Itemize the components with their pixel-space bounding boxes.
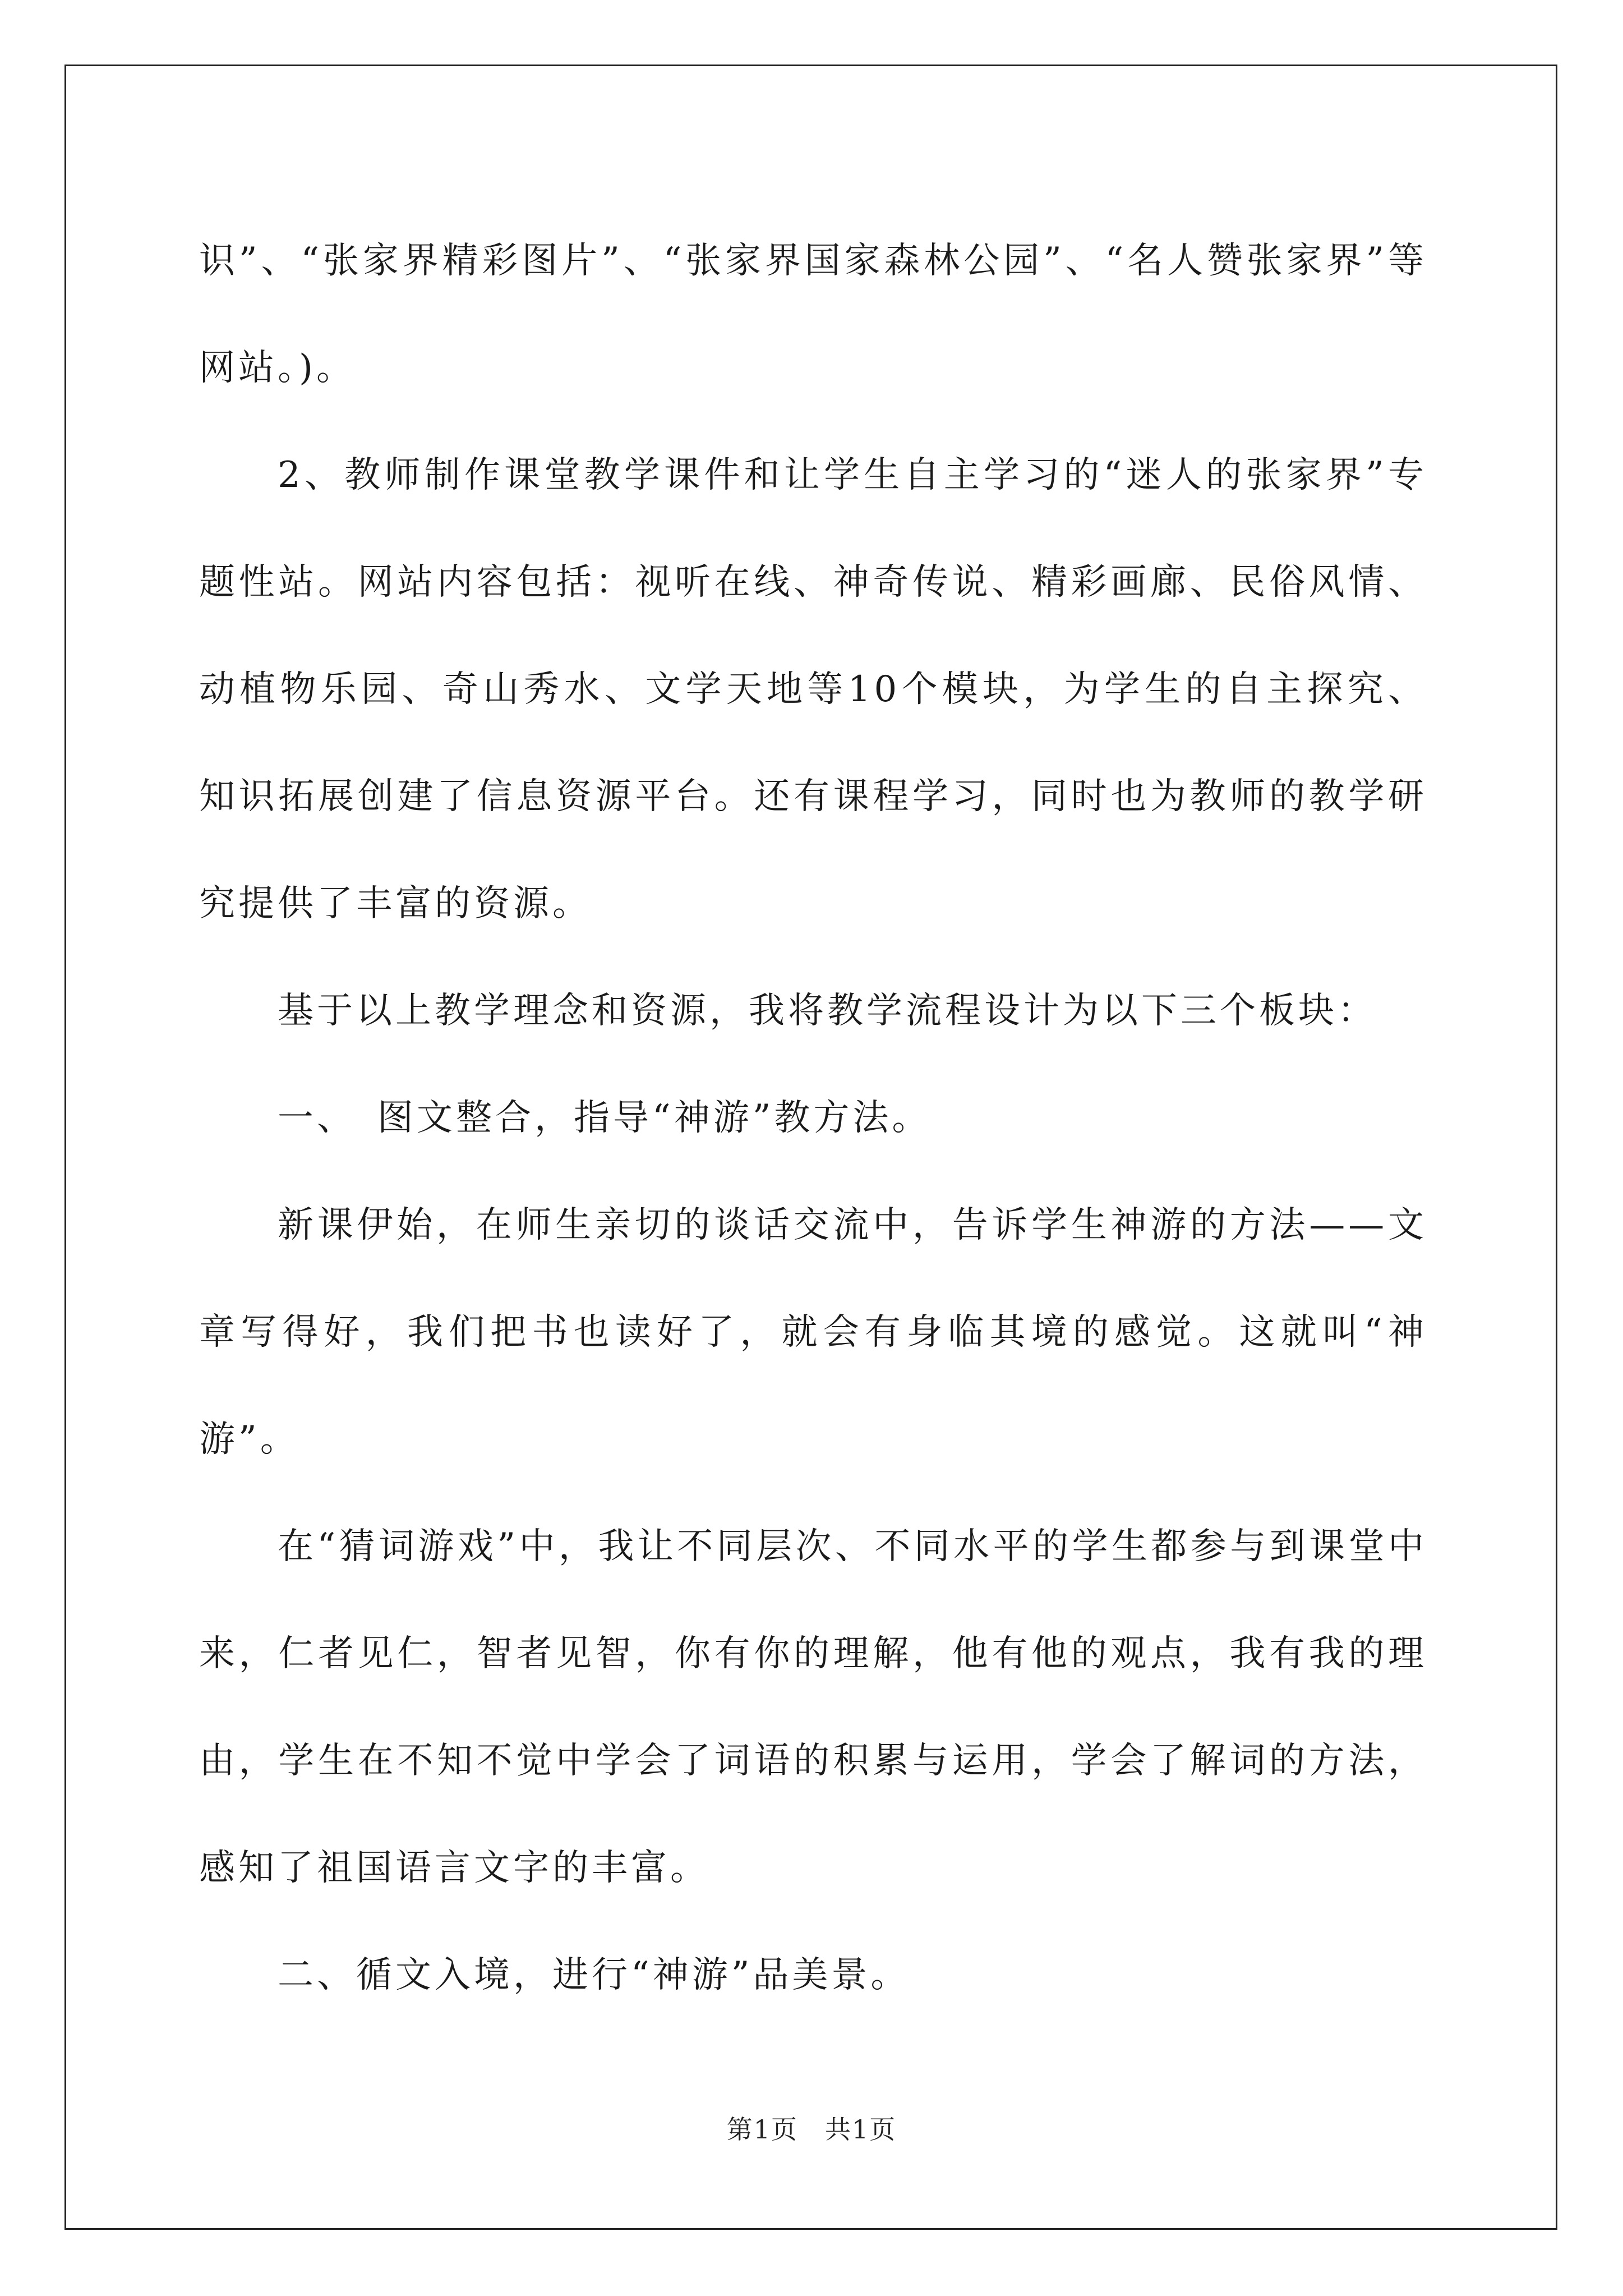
paragraph-3: 基于以上教学理念和资源，我将教学流程设计为以下三个板块： <box>278 990 1377 1032</box>
section-heading-1: 一、 图文整合，指导“神游”教方法。 <box>278 1097 932 1139</box>
paragraph-4: 新课伊始，在师生亲切的谈话交流中，告诉学生神游的方法——文章写得好，我们把书也读好了，就会有身临其境的感觉。这就叫“神游”。 <box>199 1204 1427 1460</box>
page-number-footer: 第1页 共1页 <box>726 2114 897 2145</box>
paragraph-2: 2、教师制作课堂教学课件和让学生自主学习的“迷人的张家界”专题性站。网站内容包括：视听在线、神奇传说、精彩画廊、民俗风情、动植物乐园、奇山秀水、文学天地等10个模块，为学生的自主探究、知识拓展创建了信息资源平台。还有课程学习，同时也为教师的教学研究提供了丰富的资源。 <box>199 454 1427 924</box>
paragraph-5: 在“猜词游戏”中，我让不同层次、不同水平的学生都参与到课堂中来，仁者见仁，智者见智，你有你的理解，他有他的观点，我有我的理由，学生在不知不觉中学会了词语的积累与运用，学会了解词的方法，感知了祖国语言文字的丰富。 <box>199 1526 1427 1889</box>
section-heading-2: 二、循文入境，进行“神游”品美景。 <box>278 1954 910 1996</box>
document-body <box>199 208 1427 2029</box>
paragraph-1: 识”、“张家界精彩图片”、“张家界国家森林公园”、“名人赞张家界”等网站。)。 <box>199 240 1427 389</box>
